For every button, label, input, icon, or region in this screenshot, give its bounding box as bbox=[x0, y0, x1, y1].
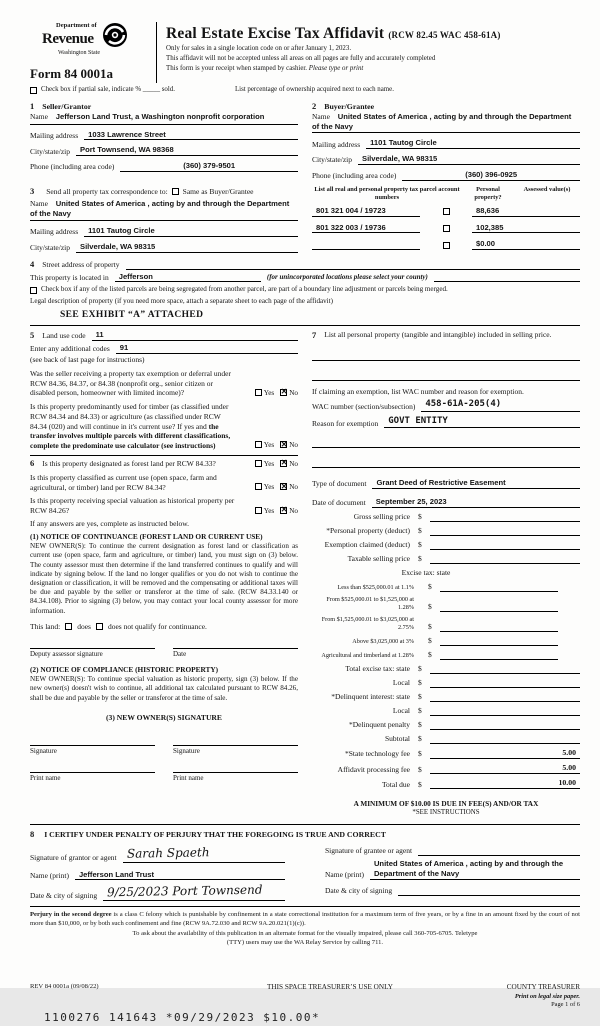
same-as-buyer-label: Same as Buyer/Grantee bbox=[182, 186, 254, 196]
buyer-city-label: City/state/zip bbox=[312, 155, 352, 165]
section3-text: Send all property tax correspondence to: bbox=[46, 186, 168, 196]
section-seller bbox=[30, 101, 298, 181]
grantee-print-name-value[interactable]: United States of America , acting by and through the Department of the Navy bbox=[370, 859, 580, 880]
grantor-handwritten-date-city: 9/25/2023 Port Townsend bbox=[106, 883, 263, 900]
form-number: Form 84 0001a bbox=[30, 65, 114, 81]
section6-number: 6 bbox=[30, 457, 35, 468]
buyer-phone-value[interactable]: (360) 396-0925 bbox=[402, 170, 580, 181]
rate-tier-3-label: From $1,525,000.01 to $3,025,000 at 2.75% bbox=[321, 615, 414, 632]
grantee-signature-label: Signature of grantee or agent bbox=[325, 846, 413, 856]
form-header bbox=[30, 22, 580, 83]
q3-no-checkbox[interactable] bbox=[280, 460, 287, 467]
notice-compliance-title: (2) NOTICE OF COMPLIANCE (HISTORIC PROPERTY) bbox=[30, 664, 219, 674]
perjury-paragraph: Perjury in the second degree is a class C felony which is punishable by confinement in a state correctional institution for a maximum term of five years, or by a fine in an amount fixed by the court of not more than $10,000, or by both such confinement and fine (RCW 9A.72.030 and RCW 9A.20.021(1)(c)). bbox=[30, 911, 580, 927]
rate-tier-3-value[interactable] bbox=[440, 622, 558, 632]
legal-description-label: Legal description of property (if you need more space, attach a separate sheet to each page of the affidavit) bbox=[30, 296, 333, 305]
header-note-2: This affidavit will not be accepted unless all areas on all pages are fully and accurately completed bbox=[166, 55, 436, 63]
treasurer-use-only: THIS SPACE TREASURER’S USE ONLY bbox=[267, 983, 393, 992]
seller-phone-value[interactable]: (360) 379-9501 bbox=[120, 161, 298, 172]
section-property-location bbox=[30, 259, 580, 322]
dor-swirl-icon bbox=[102, 22, 128, 48]
grantee-signature-value[interactable] bbox=[418, 846, 580, 856]
deputy-assessor-date-line[interactable]: Date bbox=[173, 648, 298, 659]
seller-name-label: Name bbox=[30, 111, 48, 121]
header-note-3 bbox=[166, 65, 580, 74]
taxable-selling-price-value[interactable] bbox=[430, 554, 580, 564]
rate-tier-2-value[interactable] bbox=[440, 602, 558, 612]
right-column: 7 List all personal property (tangible and intangible) included in selling price. If claiming an exemption, list WAC number and reason for exemption. WAC number (section/subsection) 458-61A-205(4) Reason for exemption GOVT ENTITY Type of document Grant Deed of Restrictive Easement Date of document September 25, 2023 Gross selling price $ *Personal property (deduct) $ Exemption claimed (deduct) $ Taxable selling price $ Excise tax: state Less than $525,000.01 at 1.1% $ From $525,000.01 to $1,525,000 at 1.28% $ From $1,525,000.01 to $3,025,000 at 2.75% $ Above $3,025,000 at 3% $ Agricultural and timberland at 1.28% $ Total excise tax: state $ Local $ *Delinquent interest: state $ Local $ *Delinquent penalty $ Subtotal $ *State technology fee $ 5.00 Affidavit processing fee $ 5.00 Total due $ 10.00 A MINIMUM OF $10.00 IS DUE IN FEE(S) AND/OR TAX *SEE INSTRUCTIONS bbox=[312, 330, 580, 818]
treasurer-stamp: 1100276 141643 *09/29/2023 $10.00* bbox=[44, 1011, 321, 1025]
seller-city-value[interactable]: Port Townsend, WA 98368 bbox=[76, 145, 298, 156]
section3-number: 3 bbox=[30, 186, 35, 197]
land-use-label: Land use code bbox=[42, 331, 86, 341]
accessibility-note-1: To ask about the availability of this publication in an alternate format for the visually impaired, please call 360-705-6705. Teletype bbox=[132, 930, 478, 938]
subtotal-value[interactable] bbox=[430, 734, 580, 744]
personal-property-deduct-label: *Personal property (deduct) bbox=[326, 526, 410, 536]
exemption-blank-1[interactable] bbox=[312, 438, 580, 448]
new-owner-print-name-2[interactable]: Print name bbox=[173, 772, 298, 783]
exemption-claimed-label: Exemption claimed (deduct) bbox=[324, 540, 410, 550]
section3-city-label: City/state/zip bbox=[30, 242, 70, 252]
buyer-name-label: Name bbox=[312, 111, 330, 121]
assessed-value-col-header: Assessed value(s) bbox=[523, 186, 571, 194]
rate-tier-4-value[interactable] bbox=[440, 636, 558, 646]
rate-tier-1-label: Less than $525,000.01 at 1.1% bbox=[337, 583, 414, 591]
delinquent-penalty-label: *Delinquent penalty bbox=[348, 720, 410, 730]
assessed-value-2[interactable]: 102,385 bbox=[472, 223, 580, 234]
minimum-fee-note: A MINIMUM OF $10.00 IS DUE IN FEE(S) AND/OR TAX bbox=[353, 799, 539, 809]
excise-tax-state-header: Excise tax: state bbox=[401, 568, 451, 578]
grantor-print-name-label: Name (print) bbox=[30, 870, 69, 880]
q2-yes-checkbox[interactable] bbox=[255, 441, 262, 448]
assessed-value-1[interactable]: 88,636 bbox=[472, 206, 580, 217]
rev-number: REV 84 0001a (09/08/22) bbox=[30, 983, 99, 991]
total-excise-state-label: Total excise tax: state bbox=[345, 664, 410, 674]
section3-city-value[interactable]: Silverdale, WA 98315 bbox=[76, 242, 298, 253]
section2-heading: Buyer/Grantee bbox=[324, 101, 375, 111]
gross-selling-price-value[interactable] bbox=[430, 512, 580, 522]
q5-no-checkbox[interactable] bbox=[280, 507, 287, 514]
agency-sub: Washington State bbox=[58, 49, 101, 56]
does-not-label: does not qualify for continuance. bbox=[107, 621, 207, 631]
section2-number: 2 bbox=[312, 100, 317, 111]
does-not-qualify-checkbox[interactable] bbox=[96, 623, 103, 630]
section8-number: 8 bbox=[30, 828, 35, 839]
exemption-reason-value[interactable]: GOVT ENTITY bbox=[384, 416, 580, 429]
question-timber-agriculture: Is this property predominantly used for timber (as classified under RCW 84.34 and 84.33) or agriculture (as classified under RCW 84.34 (020) and will continue in it's current use? If yes and the transfer involves multiple parcels with different classifications, complete the predominate use calculator (see instructions) bbox=[30, 402, 231, 451]
grantor-handwritten-signature: Sarah Spaeth bbox=[126, 845, 210, 861]
form-title-text: Real Estate Excise Tax Affidavit bbox=[166, 25, 385, 42]
section3-mailing-label: Mailing address bbox=[30, 226, 79, 236]
seller-mailing-label: Mailing address bbox=[30, 130, 79, 140]
header-note-1: Only for sales in a single location code on or after January 1, 2023. bbox=[166, 45, 352, 53]
see-back-note: (see back of last page for instructions) bbox=[30, 355, 145, 365]
delinquent-interest-state-value[interactable] bbox=[430, 692, 580, 702]
header-note-3a: This form is your receipt when stamped by cashier. bbox=[166, 65, 309, 73]
grantor-signature-label: Signature of grantor or agent bbox=[30, 852, 117, 862]
personal-property-blank-2[interactable] bbox=[312, 371, 580, 381]
rate-agricultural-label: Agricultural and timberland at 1.28% bbox=[321, 652, 414, 660]
seller-mailing-value[interactable]: 1033 Lawrence Street bbox=[84, 130, 298, 141]
personal-property-checkbox-3[interactable] bbox=[443, 242, 450, 249]
legal-description-value: SEE EXHIBIT “A” ATTACHED bbox=[60, 309, 204, 320]
located-in-value[interactable]: Jefferson bbox=[115, 272, 261, 283]
same-as-buyer-checkbox[interactable] bbox=[172, 188, 179, 195]
grantor-date-city-label: Date & city of signing bbox=[30, 891, 98, 901]
delinquent-interest-local-value[interactable] bbox=[430, 706, 580, 716]
page-indicator: Page 1 of 6 bbox=[551, 1001, 580, 1009]
if-yes-note: If any answers are yes, complete as instructed below. bbox=[30, 518, 190, 528]
seller-name-value: Jefferson Land Trust, a Washington nonprofit corporation bbox=[55, 111, 265, 121]
section-divider bbox=[30, 325, 580, 326]
print-legal-note: Print on legal size paper. bbox=[514, 992, 580, 1000]
grantor-date-city-value[interactable] bbox=[103, 884, 285, 901]
form-title-code: (RCW 82.45 WAC 458-61A) bbox=[388, 30, 501, 40]
personal-property-checkbox-1[interactable] bbox=[443, 208, 450, 215]
document-type-label: Type of document bbox=[312, 479, 367, 489]
grantee-print-name-label: Name (print) bbox=[325, 870, 364, 879]
agency-name: Revenue bbox=[42, 31, 94, 48]
section3-name-value: United States of America , acting by and through the Department of the Navy bbox=[30, 199, 290, 218]
ownership-note: List percentage of ownership acquired next to each name. bbox=[234, 85, 394, 93]
q2-no-checkbox[interactable] bbox=[280, 441, 287, 448]
delinquent-interest-state-label: *Delinquent interest: state bbox=[331, 692, 410, 702]
section1-number: 1 bbox=[30, 100, 35, 111]
q5-yes-no: Yes ✕ No bbox=[249, 507, 298, 516]
new-owner-signature-line-1[interactable]: Signature bbox=[30, 745, 155, 756]
deputy-assessor-signature-line[interactable]: Deputy assessor signature bbox=[30, 648, 155, 659]
gross-selling-price-label: Gross selling price bbox=[353, 512, 410, 522]
new-owner-signature-line-2[interactable]: Signature bbox=[173, 745, 298, 756]
notice-compliance-body: NEW OWNER(S): To continue special valuation as historic property, sign (3) below. If the new owner(s) doesn't wish to continue, all additional tax calculated pursuant to RCW 84.26, shall be due and payable by the seller or transferor at the time of sale. bbox=[30, 675, 298, 702]
located-in-label: This property is located in bbox=[30, 272, 109, 282]
street-address-label: Street address of property bbox=[42, 259, 120, 269]
q1-no-checkbox[interactable] bbox=[280, 389, 287, 396]
partial-sale-checkbox[interactable] bbox=[30, 87, 37, 94]
county-treasurer-label: COUNTY TREASURER bbox=[506, 983, 580, 992]
grantor-signature-value[interactable] bbox=[123, 846, 285, 863]
affidavit-processing-fee-value[interactable]: 5.00 bbox=[430, 763, 580, 774]
taxable-selling-price-label: Taxable selling price bbox=[347, 554, 410, 564]
seller-city-label: City/state/zip bbox=[30, 146, 70, 156]
section3-mailing-value[interactable]: 1101 Tautog Circle bbox=[84, 226, 298, 237]
located-in-note: (for unincorporated locations please select your county) bbox=[266, 273, 428, 282]
exemption-claimed-value[interactable] bbox=[430, 540, 580, 550]
section3-name-label: Name bbox=[30, 199, 48, 209]
notice-continuance-title: (1) NOTICE OF CONTINUANCE (FOREST LAND OR CURRENT USE) bbox=[30, 531, 263, 541]
personal-property-checkbox-2[interactable] bbox=[443, 225, 450, 232]
exemption-reason-label: Reason for exemption bbox=[312, 418, 379, 428]
parcel-number-1[interactable]: 801 321 004 / 19723 bbox=[312, 206, 420, 217]
personal-property-deduct-value[interactable] bbox=[430, 526, 580, 536]
state-technology-fee-value[interactable]: 5.00 bbox=[430, 748, 580, 759]
land-use-value[interactable]: 11 bbox=[92, 330, 298, 341]
total-due-value[interactable]: 10.00 bbox=[430, 778, 580, 789]
rate-tier-1-value[interactable] bbox=[440, 582, 558, 592]
accessibility-note-2: (TTY) users may use the WA Relay Service by calling 711. bbox=[226, 938, 384, 946]
seller-phone-label: Phone (including area code) bbox=[30, 162, 115, 172]
parcel-number-3[interactable] bbox=[312, 240, 420, 250]
section-buyer bbox=[312, 101, 580, 181]
subtotal-label: Subtotal bbox=[384, 734, 410, 744]
question-historical: Is this property receiving special valuation as historical property per RCW 84.26? bbox=[30, 496, 235, 516]
located-in-extra-line bbox=[434, 272, 580, 282]
exemption-note: If claiming an exemption, list WAC number and reason for exemption. bbox=[312, 387, 524, 397]
segregated-checkbox[interactable] bbox=[30, 287, 37, 294]
parcel-col-header: List all real and personal property tax parcel account numbers bbox=[314, 186, 460, 202]
parcel-row bbox=[312, 206, 580, 217]
new-owner-print-name-1[interactable]: Print name bbox=[30, 772, 155, 783]
delinquent-interest-local-label: Local bbox=[392, 706, 410, 716]
buyer-city-value[interactable]: Silverdale, WA 98315 bbox=[358, 154, 580, 165]
personal-property-list-label: List all personal property (tangible and intangible) included in selling price. bbox=[324, 330, 552, 340]
buyer-mailing-label: Mailing address bbox=[312, 139, 361, 149]
parcel-number-2[interactable]: 801 322 003 / 19736 bbox=[312, 223, 420, 234]
grantor-print-name-value[interactable]: Jefferson Land Trust bbox=[75, 870, 285, 881]
q2-yes-no: Yes ✕ No bbox=[249, 441, 298, 450]
q3-yes-checkbox[interactable] bbox=[255, 460, 262, 467]
assessed-value-3[interactable]: $0.00 bbox=[472, 239, 580, 250]
document-date-label: Date of document bbox=[312, 498, 366, 508]
section5-number: 5 bbox=[30, 330, 35, 341]
left-column bbox=[30, 330, 298, 818]
question-forest-land: 6 Is this property designated as forest land per RCW 84.33? bbox=[30, 457, 216, 468]
question-current-use: Is this property classified as current use (open space, farm and agricultural, or timber) land per RCW 84.34? bbox=[30, 472, 217, 492]
q1-yes-checkbox[interactable] bbox=[255, 389, 262, 396]
personal-property-blank-1[interactable] bbox=[312, 351, 580, 361]
wac-number-value[interactable]: 458-61A-205(4) bbox=[421, 399, 580, 412]
partial-sale-label: Check box if partial sale, indicate % _____ sold. bbox=[41, 85, 175, 93]
local-tax-value[interactable] bbox=[430, 678, 580, 688]
local-tax-label: Local bbox=[392, 678, 410, 688]
q4-no-checkbox[interactable] bbox=[280, 483, 287, 490]
street-address-value[interactable] bbox=[126, 260, 580, 270]
q1-yes-no: Yes ✕ No bbox=[249, 389, 298, 398]
additional-codes-label: Enter any additional codes bbox=[30, 344, 110, 354]
section1-heading: Seller/Grantor bbox=[42, 101, 92, 111]
header-divider bbox=[156, 22, 157, 83]
rate-agricultural-value[interactable] bbox=[440, 650, 558, 660]
q5-yes-checkbox[interactable] bbox=[255, 507, 262, 514]
q4-yes-checkbox[interactable] bbox=[255, 483, 262, 490]
rate-tier-4-label: Above $3,025,000 at 3% bbox=[352, 638, 414, 646]
personal-property-col-header: Personal property? bbox=[474, 186, 502, 202]
buyer-mailing-value[interactable]: 1101 Tautog Circle bbox=[366, 138, 580, 149]
question-exemption-deferral: Was the seller receiving a property tax exemption or deferral under RCW 84.36, 84.37, or 84.38 (nonprofit org., senior citizen or disabled person, homeowner with limited income)? bbox=[30, 368, 231, 398]
dor-logo bbox=[30, 22, 152, 58]
notice-continuance-body: NEW OWNER(S): To continue the current designation as forest land or classification as current use (open space, farm and agriculture, or timber) land, you must sign on (3) below. The county assessor must then determine if the land transferred continues to qualify and will indicate by signing below. If the land no longer qualifies or you do not wish to continue the designation or classification, it will be removed and the compensating or additional taxes will be due and payable by the seller or transferor at the time of sale. (RCW 84.33.140 or 84.34.108). Prior to signing (3) below, you may contact your local county assessor for more information. bbox=[30, 542, 298, 615]
total-due-label: Total due bbox=[381, 779, 410, 789]
q3-yes-no: Yes ✕ No bbox=[249, 460, 298, 469]
header-note-3b: Please type or print bbox=[308, 65, 364, 73]
q4-yes-no: Yes ✕ No bbox=[249, 483, 298, 492]
buyer-name-value: United States of America , acting by and through the Department of the Navy bbox=[312, 111, 572, 131]
total-excise-state-value[interactable] bbox=[430, 664, 580, 674]
exemption-blank-2[interactable] bbox=[312, 458, 580, 468]
state-technology-fee-label: *State technology fee bbox=[345, 749, 410, 759]
buyer-phone-label: Phone (including area code) bbox=[312, 171, 397, 181]
rate-tier-2-label: From $525,000.01 to $1,525,000 at 1.28% bbox=[326, 595, 414, 611]
section4-number: 4 bbox=[30, 258, 35, 269]
wac-number-label: WAC number (section/subsection) bbox=[312, 401, 416, 411]
new-owner-signature-title: (3) NEW OWNER(S) SIGNATURE bbox=[106, 712, 222, 722]
document-date-value[interactable]: September 25, 2023 bbox=[372, 497, 580, 508]
additional-codes-value[interactable]: 91 bbox=[116, 343, 298, 354]
segregated-label: Check box if any of the listed parcels are being segregated from another parcel, are part of a boundary line adjustment or parcels being merged. bbox=[41, 285, 448, 294]
document-type-value[interactable]: Grant Deed of Restrictive Easement bbox=[372, 478, 580, 489]
grantee-date-city-label: Date & city of signing bbox=[325, 886, 393, 895]
affidavit-processing-fee-label: Affidavit processing fee bbox=[337, 764, 410, 774]
section-certification bbox=[30, 829, 580, 901]
agency-dept-label: Department of bbox=[56, 22, 97, 29]
certify-statement: I CERTIFY UNDER PENALTY OF PERJURY THAT THE FOREGOING IS TRUE AND CORRECT bbox=[44, 829, 386, 839]
does-qualify-checkbox[interactable] bbox=[65, 623, 72, 630]
grantee-date-city-value[interactable] bbox=[398, 886, 580, 896]
section7-number: 7 bbox=[312, 330, 317, 341]
parcel-row bbox=[312, 223, 580, 234]
see-instructions-note: *SEE INSTRUCTIONS bbox=[412, 808, 480, 816]
section-tax-correspondence bbox=[30, 186, 298, 252]
parcel-row bbox=[312, 239, 580, 250]
does-label: does bbox=[77, 621, 91, 631]
form-title bbox=[166, 24, 580, 44]
this-land-label: This land: bbox=[30, 621, 61, 631]
parcel-table bbox=[312, 186, 580, 252]
delinquent-penalty-value[interactable] bbox=[430, 720, 580, 730]
